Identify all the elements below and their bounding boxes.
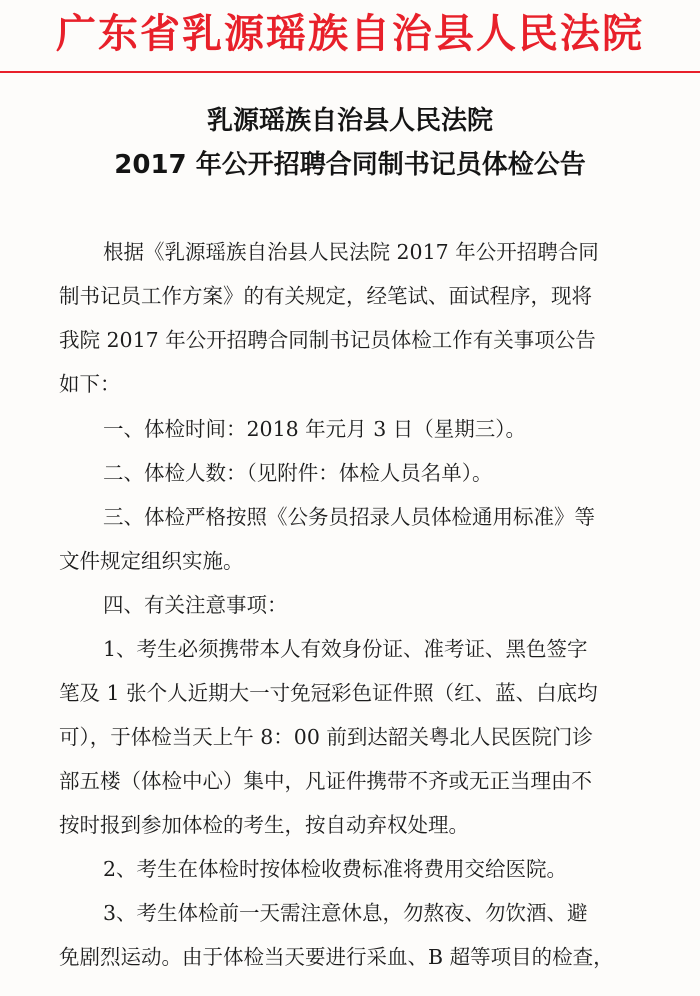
note-2-line-1: 2、考生在体检时按体检收费标准将费用交给医院。 xyxy=(103,857,568,881)
letterhead-title: 广东省乳源瑶族自治县人民法院 xyxy=(56,10,644,57)
body-line-2: 制书记员工作方案》的有关规定，经笔试、面试程序，现将 xyxy=(59,284,592,308)
notice-title-line-1: 乳源瑶族自治县人民法院 xyxy=(206,106,493,136)
note-1-line-2: 笔及 1 张个人近期大一寸免冠彩色证件照（红、蓝、白底均 xyxy=(59,681,598,705)
body-line-1: 根据《乳源瑶族自治县人民法院 2017 年公开招聘合同 xyxy=(103,240,599,264)
item-3-standard-line-1: 三、体检严格按照《公务员招录人员体检通用标准》等 xyxy=(103,505,595,529)
note-1-line-4: 部五楼（体检中心）集中，凡证件携带不齐或无正当理由不 xyxy=(59,769,592,793)
note-3-line-1: 3、考生体检前一天需注意休息，勿熬夜、勿饮酒、避 xyxy=(103,901,588,925)
note-1-line-1: 1、考生必须携带本人有效身份证、准考证、黑色签字 xyxy=(103,637,588,661)
body-line-3: 我院 2017 年公开招聘合同制书记员体检工作有关事项公告 xyxy=(59,328,596,352)
note-1-line-5: 按时报到参加体检的考生，按自动弃权处理。 xyxy=(59,813,469,837)
item-2-exam-count: 二、体检人数：（见附件：体检人员名单）。 xyxy=(103,461,493,485)
item-1-exam-time: 一、体检时间：2018 年元月 3 日（星期三）。 xyxy=(103,417,527,441)
note-1-line-3: 可），于体检当天上午 8：00 前到达韶关粤北人民医院门诊 xyxy=(59,725,593,749)
item-3-standard-line-2: 文件规定组织实施。 xyxy=(59,549,244,573)
body-line-4: 如下： xyxy=(59,372,121,396)
letterhead-red-rule xyxy=(0,71,700,73)
note-3-line-2: 免剧烈运动。由于体检当天要进行采血、B 超等项目的检查， xyxy=(59,945,614,969)
notice-title-line-2: 2017 年公开招聘合同制书记员体检公告 xyxy=(114,150,586,180)
item-4-notes-heading: 四、有关注意事项： xyxy=(103,593,288,617)
